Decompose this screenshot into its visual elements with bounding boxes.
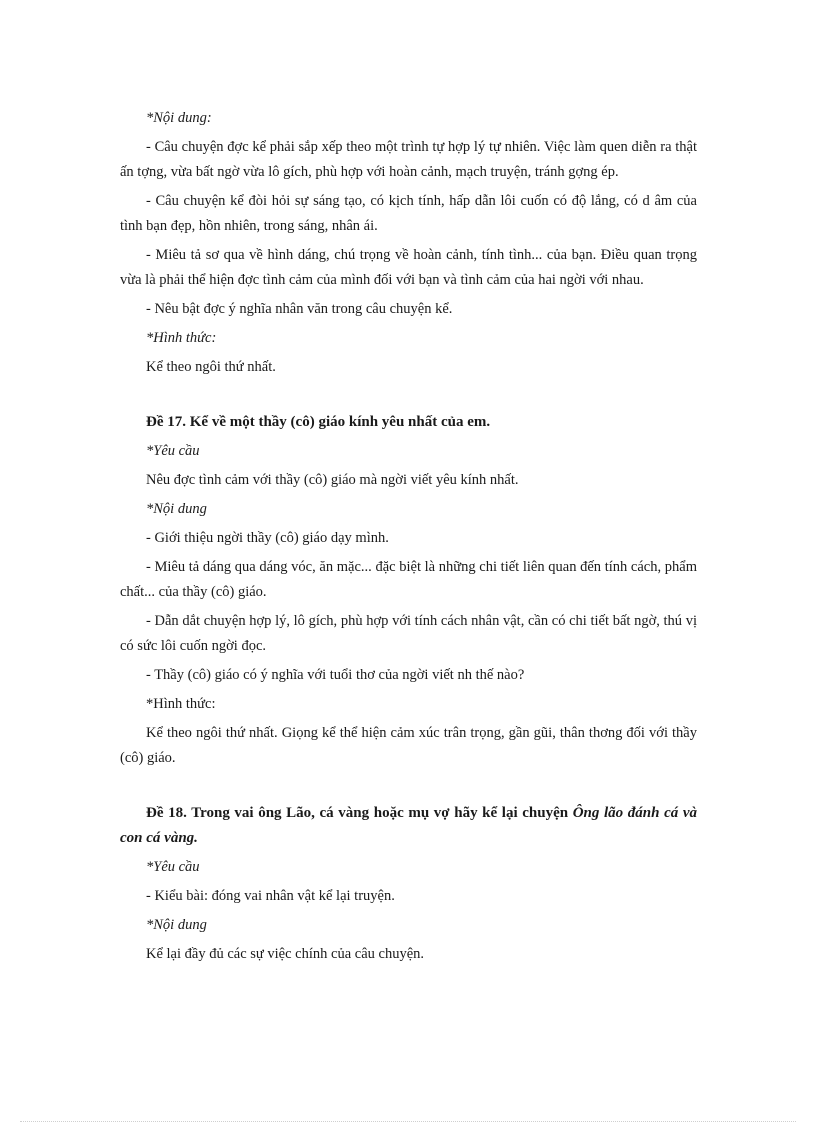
noidung-label: *Nội dung xyxy=(146,917,207,933)
paragraph: Kể theo ngôi thứ nhất. Giọng kể thể hiện cảm xúc trân trọng, gần gũi, thân thơng đối với thầy (cô) giáo. xyxy=(120,725,697,766)
page-bottom-divider xyxy=(20,1121,796,1122)
paragraph: Nêu đợc tình cảm với thầy (cô) giáo mà ngời viết yêu kính nhất. xyxy=(146,472,519,488)
page-content xyxy=(120,106,697,967)
hinhthuc-label: *Hình thức: xyxy=(146,696,216,712)
noidung-label: *Nội dung xyxy=(146,501,207,517)
paragraph: - Câu chuyện đợc kể phải sắp xếp theo một trình tự hợp lý tự nhiên. Việc làm quen diễn ra thật ấn tợng, vừa bất ngờ vừa lô gích, phù hợp với hoàn cảnh, mạch truyện, tránh gợng ép. xyxy=(120,139,697,180)
noidung-label: *Nội dung: xyxy=(146,110,212,126)
paragraph: - Nêu bật đợc ý nghĩa nhân văn trong câu chuyện kể. xyxy=(146,301,453,317)
paragraph: Kể theo ngôi thứ nhất. xyxy=(146,359,276,375)
paragraph: Kể lại đầy đủ các sự việc chính của câu chuyện. xyxy=(146,946,424,962)
paragraph: - Miêu tả dáng qua dáng vóc, ăn mặc... đặc biệt là những chi tiết liên quan đến tính cách, phẩm chất... của thầy (cô) giáo. xyxy=(120,559,697,600)
paragraph: - Thầy (cô) giáo có ý nghĩa với tuổi thơ của ngời viết nh thế nào? xyxy=(146,667,525,683)
paragraph: - Câu chuyện kể đòi hỏi sự sáng tạo, có kịch tính, hấp dẫn lôi cuốn có độ lắng, có d âm của tình bạn đẹp, hồn nhiên, trong sáng, nhân ái. xyxy=(120,193,697,234)
yeucau-label: *Yêu cầu xyxy=(146,859,200,875)
story-title: Ông lão đánh cá và con cá vàng. xyxy=(120,805,697,846)
yeucau-label: *Yêu cầu xyxy=(146,443,200,459)
heading-text: Đề 18. Trong vai ông Lão, cá vàng hoặc mụ vợ hãy kể lại chuyện xyxy=(146,805,573,821)
paragraph: - Giới thiệu ngời thầy (cô) giáo dạy mình. xyxy=(146,530,389,546)
paragraph: - Miêu tả sơ qua về hình dáng, chú trọng về hoàn cảnh, tính tình... của bạn. Điều quan trọng vừa là phải thể hiện đợc tình cảm của mình đối với bạn và tình cảm của hai ngời với nhau. xyxy=(120,247,697,288)
paragraph: - Dẫn dắt chuyện hợp lý, lô gích, phù hợp với tính cách nhân vật, cần có chi tiết bất ngờ, thú vị có sức lôi cuốn ngời đọc. xyxy=(120,613,697,654)
section-heading-de17: Đề 17. Kể về một thầy (cô) giáo kính yêu nhất của em. xyxy=(146,414,491,430)
hinhthuc-label: *Hình thức: xyxy=(146,330,217,346)
section-heading-de18 xyxy=(120,801,697,851)
paragraph: - Kiểu bài: đóng vai nhân vật kể lại truyện. xyxy=(146,888,395,904)
